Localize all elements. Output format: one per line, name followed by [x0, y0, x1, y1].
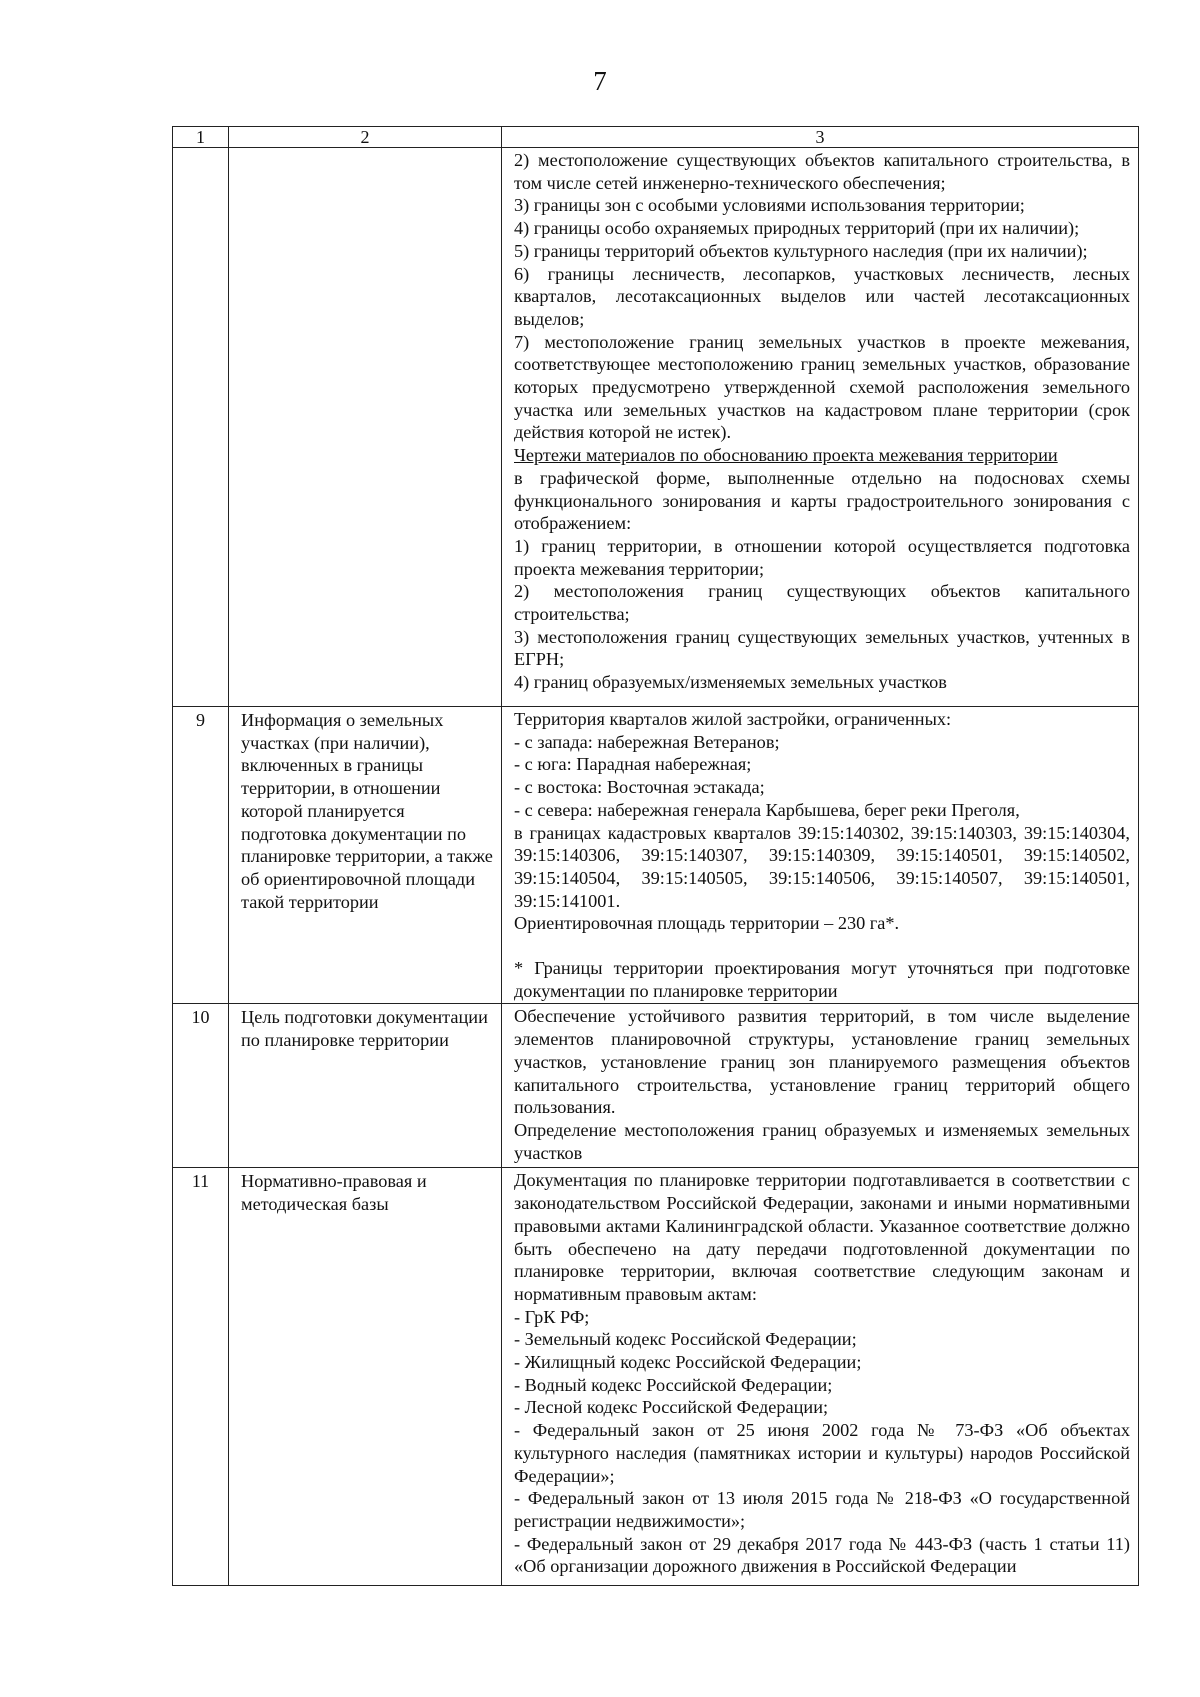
spacer — [514, 935, 1130, 957]
footnote: * Границы территории проектирования могут уточняться при подготовке документации по планировке территории — [514, 958, 1130, 1001]
content-line: 6) границы лесничеств, лесопарков, участковых лесничеств, лесных кварталов, лесотаксационных выделов или частей лесотаксационных выделов; — [514, 263, 1130, 329]
drawings-heading: Чертежи материалов по обоснованию проекта межевания территории — [514, 445, 1058, 466]
table-header-row — [173, 127, 1139, 148]
row-label-cell — [229, 148, 502, 707]
table-row-10 — [173, 1004, 1139, 1168]
content-line: - с севера: набережная генерала Карбышева, берег реки Преголя, — [514, 799, 1020, 820]
content-line: - Жилищный кодекс Российской Федерации; — [514, 1352, 862, 1373]
content-line: 1) границ территории, в отношении которой осуществляется подготовка проекта межевания территории; — [514, 535, 1130, 579]
content-line: Территория кварталов жилой застройки, ограниченных: — [514, 709, 952, 729]
content-line: - ГрК РФ; — [514, 1306, 590, 1327]
content-line: Обеспечение устойчивого развития территорий, в том числе выделение элементов планировочной структуры, установление границ земельных участков, установление границ зон планируемого размещения объектов капитального строительства, установление границ территорий общего пользования. — [514, 1006, 1130, 1118]
column-header-2: 2 — [229, 127, 502, 148]
table-row-9 — [173, 707, 1139, 1004]
row-label-cell: Нормативно-правовая и методическая базы — [229, 1168, 502, 1586]
content-line: - Лесной кодекс Российской Федерации; — [514, 1397, 829, 1418]
requirements-table — [172, 126, 1139, 1586]
row-label-cell: Информация о земельных участках (при наличии), включенных в границы территории, в отношении которой планируется подготовка документации по планировке территории, а также об ориентировочной площади такой территории — [229, 707, 502, 1004]
content-line: Ориентировочная площадь территории – 230 га*. — [514, 913, 900, 934]
row-content-cell — [502, 148, 1139, 707]
row-content-cell — [502, 1004, 1139, 1168]
page-number: 7 — [593, 66, 607, 96]
content-line: - Водный кодекс Российской Федерации; — [514, 1374, 833, 1395]
content-line: - Федеральный закон от 25 июня 2002 года № 73-ФЗ «Об объектах культурного наследия (памятниках истории и культуры) народов Российской Федерации»; — [514, 1420, 1130, 1486]
column-header-3: 3 — [502, 127, 1139, 148]
table-row-continuation — [173, 148, 1139, 707]
content-line: в границах кадастровых кварталов 39:15:140302, 39:15:140303, 39:15:140304, 39:15:140306, 39:15:140307, 39:15:140309, 39:15:140501, 39:15:140502, 39:15:140504, 39:15:140505, 39:15:140506, 39:15:140507, 39:15:140501, 39:15:141001. — [514, 822, 1130, 911]
content-line: Документация по планировке территории подготавливается в соответствии с законодательством Российской Федерации, законами и иными нормативными правовыми актами Калининградской области. Указанное соответствие должно быть обеспечено на дату передачи подготовленной документации по планировке территории, включая соответствие следующим законам и нормативным правовым актам: — [514, 1170, 1130, 1304]
content-line: 2) местоположение существующих объектов капитального строительства, в том числе сетей инженерно-технического обеспечения; — [514, 150, 1130, 193]
content-line: 4) границ образуемых/изменяемых земельных участков — [514, 672, 947, 693]
content-line: - Федеральный закон от 13 июля 2015 года № 218-ФЗ «О государственной регистрации недвижимости»; — [514, 1488, 1130, 1531]
content-line: - Федеральный закон от 29 декабря 2017 года № 443-ФЗ (часть 1 статьи 11) «Об организации дорожного движения в Российской Федерации — [514, 1533, 1130, 1577]
content-line: 7) местоположение границ земельных участков в проекте межевания, соответствующее местоположению границ земельных участков, образование которых предусмотрено утвержденной схемой расположения земельного участка или земельных участков на кадастровом плане территории (срок действия которой не истек). — [514, 331, 1130, 443]
row-label-cell: Цель подготовки документации по планировке территории — [229, 1004, 502, 1168]
content-line: в графической форме, выполненные отдельно на подосновах схемы функционального зонирования и карты градостроительного зонирования с отображением: — [514, 467, 1130, 534]
row-content-cell — [502, 1168, 1139, 1586]
column-header-1: 1 — [173, 127, 229, 148]
content-line: 3) границы зон с особыми условиями использования территории; — [514, 195, 1025, 216]
content-line: 4) границы особо охраняемых природных территорий (при их наличии); — [514, 218, 1080, 239]
content-line: - с востока: Восточная эстакада; — [514, 777, 765, 798]
content-line: - с юга: Парадная набережная; — [514, 754, 752, 775]
row-number-cell: 9 — [173, 707, 229, 1004]
row-number-cell: 11 — [173, 1168, 229, 1586]
content-line: - Земельный кодекс Российской Федерации; — [514, 1329, 857, 1350]
table-row-11 — [173, 1168, 1139, 1586]
row-number-cell: 10 — [173, 1004, 229, 1168]
content-line: 5) границы территорий объектов культурного наследия (при их наличии); — [514, 240, 1088, 261]
content-line: 2) местоположения границ существующих объектов капитального строительства; — [514, 581, 1130, 625]
row-number-cell — [173, 148, 229, 707]
row-content-cell — [502, 707, 1139, 1004]
content-line: - с запада: набережная Ветеранов; — [514, 731, 780, 752]
content-line: Определение местоположения границ образуемых и изменяемых земельных участков — [514, 1119, 1130, 1163]
content-line: 3) местоположения границ существующих земельных участков, учтенных в ЕГРН; — [514, 626, 1130, 670]
